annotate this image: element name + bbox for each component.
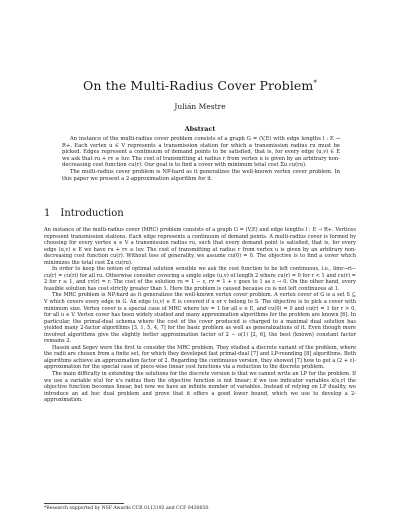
paper-author: Julián Mestre — [174, 102, 226, 111]
section-heading — [44, 208, 364, 219]
paper-title — [0, 78, 400, 93]
footnote-rule — [44, 503, 124, 504]
body-paragraph: Hassin and Segev were the first to consider the MRC problem. They studied a discrete variant of the problem, where the radii are chosen from a finite set, for which they developed fast primal-dual [7] and LP-rounding [8] algorithms. Both algorithms achieve an approximation factor of 2. Regarding the continuous version, they showed [7] how to get a (2 + ε)-approximation for the special case of piece-wise linear cost functions via a reduction to the discrete problem. — [44, 344, 356, 371]
abstract-paragraph: An instance of the multi-radius cover problem consists of a graph G = (V,E) with edge lengths l : E → R+. Each vertex u ∈ V represents a transmission station for which a transmission radius ru must be picked. Edges represent a continuum of demand points to be satisfied, that is, for every edge (u,v) ∈ E we ask that ru + rv ≥ luv. The cost of transmitting at radius r from vertex u is given by an arbitrary non-decreasing cost function cu(r). Our goal is to find a cover with minimum total cost Σu cu(ru). — [62, 136, 340, 169]
section-number: 1 — [44, 208, 51, 219]
body-paragraph: In order to keep the notion of optimal solution sensible we ask the cost function to be left continuous, i.e., limr→ri− cu(r) = cu(ri) for all ru. Otherwise consider covering a single edge (u,v) of length 2 where cu(r) = 0 for r < 1 and cu(r) = 2 for r ≥ 1, and cv(r) = r. The cost of the solution ru = 1 − ε, rv = 1 + ε goes to 1 as ε → 0. On the other hand, every feasible solution has cost strictly greater than 1. Here the problem is caused because cu is not left continuous at 1. — [44, 266, 356, 292]
introduction-body — [44, 227, 356, 404]
title-footnote-mark: * — [313, 78, 317, 87]
body-paragraph: An instance of the multi-radius cover (MRC) problem consists of a graph G = (V,E) and edge lengths l : E → R+. Vertices represent transmission stations. Each edge represents a continuum of demand points. A multi-radius cover is formed by choosing for every vertex u ∈ V a transmission radius ru, such that every demand point is satisfied, that is, for every edge (u,v) ∈ E we have ru + rv ≥ luv. The cost of transmitting at radius r from vertex u is given by an arbitrary non-decreasing cost function cu(r). Without loss of generality, we assume cu(0) = 0. The objective is to find a cover which minimizes the total cost Σu cu(ru). — [44, 227, 356, 266]
paper-title-text: On the Multi-Radius Cover Problem — [83, 78, 314, 93]
footnote: *Research supported by NSF Awards CCR 0113192 and CCF 0430650. — [44, 506, 210, 511]
abstract-heading: Abstract — [184, 125, 216, 133]
body-paragraph: The main difficulty in extending the solutions for the discrete version is that we cannot write an LP for the problem. If we use a variable x(u) for u's radius then the objective function is not linear; if we use indicator variables x(u,r) the objective function becomes linear, but now we have an infinite number of variables. Instead of relying on LP duality, we introduce an ad hoc dual problem and prove that it offers a good lower bound, which we use to develop a 2-approximation. — [44, 371, 356, 404]
section-title: Introduction — [60, 208, 124, 219]
abstract-paragraph: The multi-radius cover problem is NP-hard as it generalizes the well-known vertex cover problem. In this paper we present a 2-approximation algorithm for it. — [62, 168, 340, 182]
abstract-body — [62, 136, 340, 182]
body-paragraph: The MRC problem is NP-hard as it generalizes the well-known vertex cover problem. A vertex cover of G is a set S ⊆ V which covers every edge in G. An edge (u,v) ∈ E is covered if u or v belong to S. The objective is to pick a cover with minimum size. Vertex cover is a special case of MRC where luv = 1 for all e ∈ E, and cu(0) = 0 and cu(r) = 1 for r > 0, for all u ∈ V. Vertex cover has been widely studied and many approximation algorithms for the problem are known [6]. In particular, the primal-dual schema where the cost of the cover produced is charged to a maximal dual solution has yielded many 2-factor algorithms [3, 1, 5, 4, 7] for the basic problem as well as generalizations of it. Even though more involved algorithms give the slightly better approximation factor of 2 − o(1) [2, 6], the best (known) constant factor remains 2. — [44, 292, 356, 345]
